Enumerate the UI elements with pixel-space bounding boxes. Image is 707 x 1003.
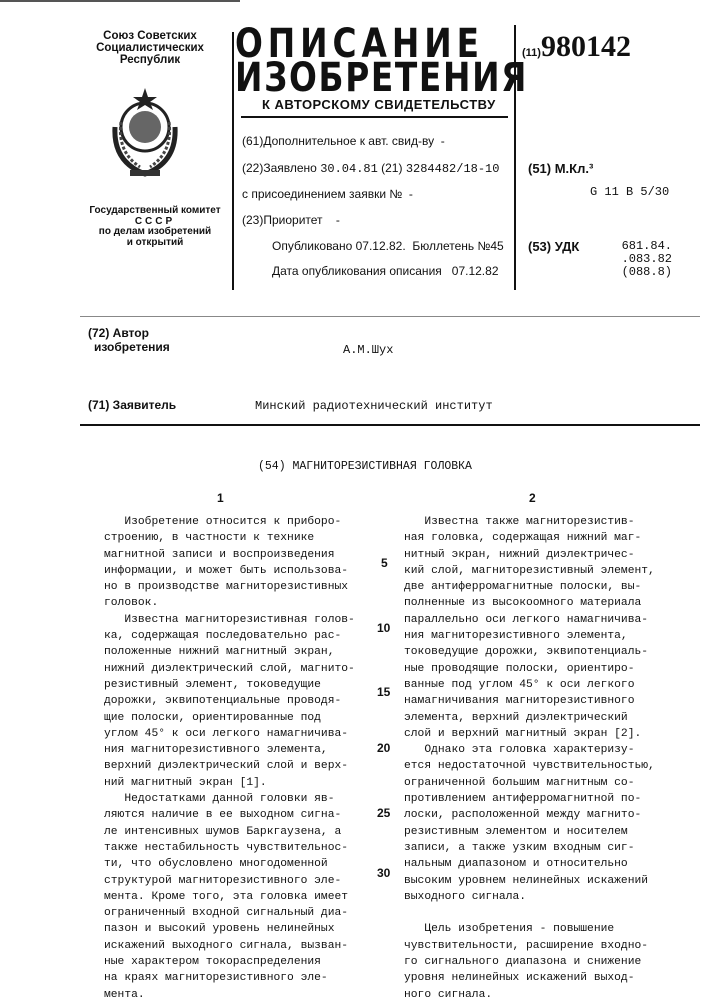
- union-name: [85, 30, 215, 66]
- text-line: положенные нижний магнитный экран,: [104, 644, 355, 660]
- text-line: ле интенсивных шумов Баркгаузена, а: [104, 824, 355, 840]
- committee-line: СССР: [80, 217, 230, 228]
- line-number: 5: [381, 556, 388, 570]
- text-line: две антиферромагнитные полоски, вы-: [404, 579, 655, 595]
- union-line: Республик: [85, 54, 215, 66]
- text-line: ка, содержащая последовательно рас-: [104, 628, 355, 644]
- text-line: нальным диапазоном и относительно: [404, 856, 655, 872]
- text-line: высоким уровнем нелинейных искажений: [404, 873, 655, 889]
- ussr-emblem-icon: [95, 82, 195, 182]
- applicant-label: (71) Заявитель: [88, 398, 176, 412]
- field-value: -: [409, 187, 413, 201]
- text-line: элемента, верхний диэлектрический: [404, 710, 655, 726]
- line-number: 15: [377, 685, 390, 699]
- text-line: резистивным элементом и носителем: [404, 824, 655, 840]
- text-line: ограниченной большим магнитным со-: [404, 775, 655, 791]
- text-line: чувствительности, расширение входно-: [404, 938, 655, 954]
- field-code: (21): [381, 161, 402, 175]
- committee-line: и открытий: [80, 238, 230, 249]
- udc-label: (53) УДК: [528, 239, 579, 254]
- text-line: записи, а также узким входным сиг-: [404, 840, 655, 856]
- text-line: ния магниторезистивного элемента,: [104, 742, 355, 758]
- patent-number-value: 980142: [541, 30, 631, 63]
- text-line: ного сигнала.: [404, 987, 655, 1003]
- author-label: [88, 326, 170, 354]
- field-label: Приоритет: [263, 213, 322, 227]
- field-value: 30.04.81: [320, 162, 378, 176]
- field-code: (61): [242, 134, 263, 148]
- udc-value: .083.82: [600, 253, 672, 266]
- text-line: го сигнального диапазона и снижение: [404, 954, 655, 970]
- text-line: ная головка, содержащая нижний маг-: [404, 530, 655, 546]
- right-column-text: [404, 514, 655, 1003]
- field-code: (23): [242, 213, 263, 227]
- text-line: ограниченный входной сигнальный диа-: [104, 905, 355, 921]
- committee-line: Государственный комитет: [80, 206, 230, 217]
- text-line: Однако эта головка характеризу-: [404, 742, 655, 758]
- text-line: нижний диэлектрический слой, магнито-: [104, 661, 355, 677]
- text-line: Известна также магниторезистив-: [404, 514, 655, 530]
- text-line: верхний диэлектрический слой и верх-: [104, 758, 355, 774]
- udc-values: [600, 240, 672, 279]
- text-line: резистивный элемент, токоведущие: [104, 677, 355, 693]
- document-title: ИЗОБРЕТЕНИЯ: [235, 56, 528, 100]
- text-line: Изобретение относится к приборо-: [104, 514, 355, 530]
- field-value: 45: [490, 239, 503, 253]
- field-label: Опубликовано: [272, 239, 352, 253]
- field-value: 3284482/18-10: [406, 162, 500, 176]
- column-number: 2: [529, 491, 536, 505]
- text-line: ные проводящие полоски, ориентиро-: [404, 661, 655, 677]
- field-description-date: [272, 264, 499, 278]
- text-line: Недостатками данной головки яв-: [104, 791, 355, 807]
- committee-line: по делам изобретений: [80, 227, 230, 238]
- invention-title: (54) МАГНИТОРЕЗИСТИВНАЯ ГОЛОВКА: [258, 460, 472, 473]
- text-line: головок.: [104, 595, 355, 611]
- divider: [80, 424, 700, 426]
- text-line: ти, что обусловлено многодоменной: [104, 856, 355, 872]
- text-line: [404, 905, 655, 921]
- text-line: токоведущие дорожки, эквипотенциаль-: [404, 644, 655, 660]
- text-line: Цель изобретения - повышение: [404, 921, 655, 937]
- text-line: ется недостаточной чувствительностью,: [404, 758, 655, 774]
- udc-value: 681.84.: [600, 240, 672, 253]
- field-value: 07.12.82: [452, 264, 499, 278]
- text-line: пазон и высокий уровень нелинейных: [104, 921, 355, 937]
- text-line: кий слой, магниторезистивный элемент,: [404, 563, 655, 579]
- field-label: с присоединением заявки №: [242, 187, 402, 201]
- author-name: А.М.Шух: [343, 343, 393, 357]
- text-line: Известна магниторезистивная голов-: [104, 612, 355, 628]
- text-line: углом 45° к оси легкого намагничива-: [104, 726, 355, 742]
- field-label: Дополнительное к авт. свид-ву: [263, 134, 434, 148]
- text-line: на краях магниторезистивного эле-: [104, 970, 355, 986]
- union-line: Союз Советских: [85, 30, 215, 42]
- text-line: полненные из высокоомного материала: [404, 595, 655, 611]
- text-line: уровня нелинейных искажений выход-: [404, 970, 655, 986]
- field-label: Заявлено: [263, 161, 317, 175]
- field-join: [242, 187, 413, 201]
- classification-51-label: (51) М.Кл.³: [528, 161, 593, 176]
- field-22: [242, 161, 499, 176]
- text-line: параллельно оси легкого намагничива-: [404, 612, 655, 628]
- line-number: 20: [377, 741, 390, 755]
- document-title: ОПИСАНИЕ: [235, 22, 484, 66]
- text-line: лоски, расположенной между магнито-: [404, 807, 655, 823]
- document-subtitle: К АВТОРСКОМУ СВИДЕТЕЛЬСТВУ: [262, 97, 496, 112]
- text-line: но в производстве магниторезистивных: [104, 579, 355, 595]
- udc-value: (088.8): [600, 266, 672, 279]
- text-line: мента. Кроме того, эта головка имеет: [104, 889, 355, 905]
- classification-51-value: G 11 B 5/30: [590, 185, 669, 199]
- text-line: мента.: [104, 987, 355, 1003]
- text-line: также нестабильность чувствительнос-: [104, 840, 355, 856]
- text-line: строению, в частности к технике: [104, 530, 355, 546]
- divider: [80, 316, 700, 317]
- field-code: (22): [242, 161, 263, 175]
- applicant-name: Минский радиотехнический институт: [255, 399, 493, 413]
- text-line: намагничивания магниторезистивного: [404, 693, 655, 709]
- divider: [241, 116, 508, 118]
- text-line: нитный экран, нижний диэлектричес-: [404, 547, 655, 563]
- text-line: информации, и может быть использова-: [104, 563, 355, 579]
- scan-edge-line: [0, 0, 240, 2]
- union-line: Социалистических: [85, 42, 215, 54]
- line-number: 10: [377, 621, 390, 635]
- text-line: магнитной записи и воспроизведения: [104, 547, 355, 563]
- text-line: структурой магниторезистивного эле-: [104, 873, 355, 889]
- field-label: Бюллетень №: [412, 239, 490, 253]
- text-line: ний магнитный экран [1].: [104, 775, 355, 791]
- field-code: (11): [522, 47, 541, 59]
- field-label: Дата опубликования описания: [272, 264, 442, 278]
- line-number: 25: [377, 806, 390, 820]
- left-column-text: [104, 514, 355, 1003]
- label-line: изобретения: [88, 340, 170, 354]
- text-line: ванные под углом 45° к оси легкого: [404, 677, 655, 693]
- text-line: ные характером токораспределения: [104, 954, 355, 970]
- divider: [232, 32, 234, 290]
- text-line: искажений выходного сигнала, вызван-: [104, 938, 355, 954]
- text-line: противлением антиферромагнитной по-: [404, 791, 655, 807]
- text-line: дорожки, эквипотенциальные проводя-: [104, 693, 355, 709]
- field-61: [242, 134, 445, 148]
- patent-number: [522, 30, 631, 64]
- field-published: [272, 239, 504, 253]
- text-line: щие полоски, ориентированные под: [104, 710, 355, 726]
- line-number: 30: [377, 866, 390, 880]
- field-value: 07.12.82.: [356, 239, 406, 253]
- column-number: 1: [217, 491, 224, 505]
- field-23: [242, 213, 340, 227]
- label-line: (72) Автор: [88, 326, 170, 340]
- field-value: -: [336, 213, 340, 227]
- text-line: слой и верхний магнитный экран [2].: [404, 726, 655, 742]
- text-line: ния магниторезистивного элемента,: [404, 628, 655, 644]
- text-line: ляются наличие в ее выходном сигна-: [104, 807, 355, 823]
- field-value: -: [441, 134, 445, 148]
- text-line: выходного сигнала.: [404, 889, 655, 905]
- state-committee: [80, 206, 230, 248]
